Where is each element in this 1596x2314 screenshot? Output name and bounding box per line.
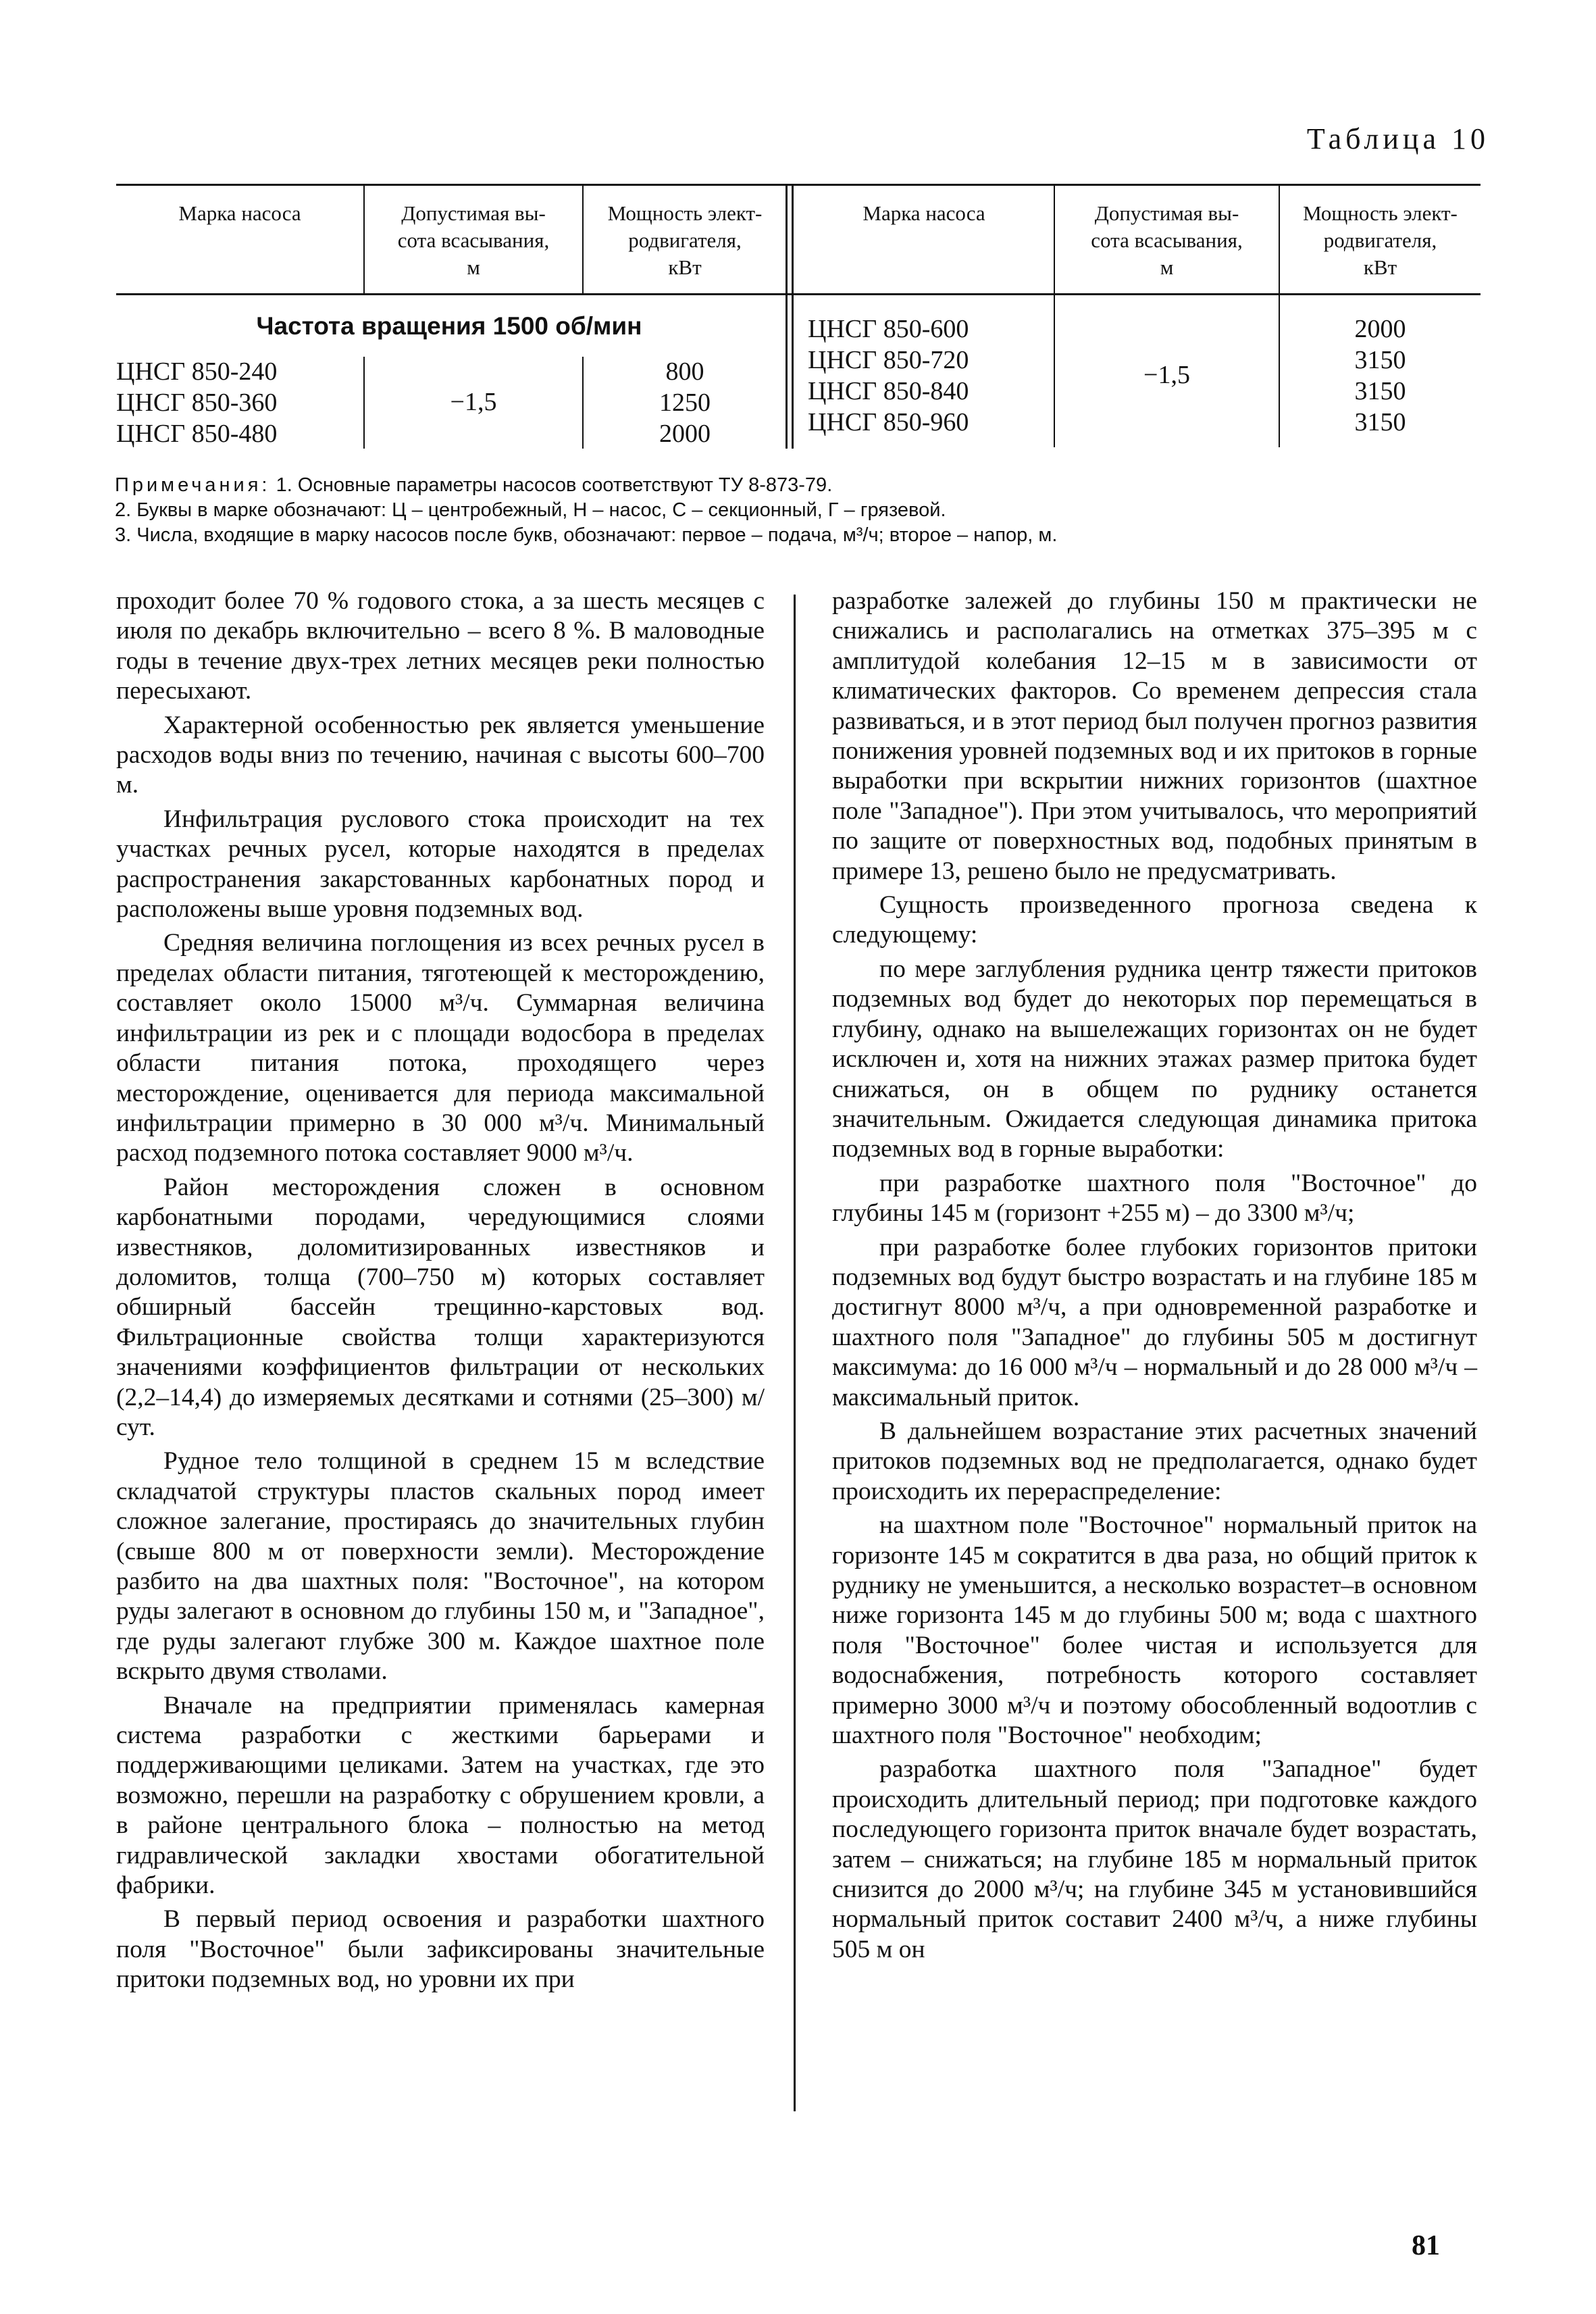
header-power-line2: родвигателя, [628,228,742,252]
rotation-speed-heading: Частота вращения 1500 об/мин [256,312,642,340]
left-power-list [584,356,786,449]
header-brand-text: Марка насоса [178,201,301,225]
left-suction-value: −1,5 [450,388,497,416]
header-suction-right [1055,200,1279,281]
paragraph: разработка шахтного поля "Западное" будет происходить длительный период; при подготовке каждого последующего горизонта приток вначале будет возрастать, затем – снижаться; на глубине 185 м нормальный приток снизится до 2000 м³/ч; на глубине 345 м установившийся нормальный приток составит 2400 м³/ч, а ниже глубины 505 м он [832,1755,1477,1963]
note-3: 3. Числа, входящие в марку насосов после букв, обозначают: первое – подача, м³/ч; второе – напор, м. [115,524,1058,546]
paragraph: В дальнейшем возрастание этих расчетных значений притоков подземных вод не предполагается, однако будет происходить их перераспределение: [832,1417,1477,1505]
note-1-text: 1. Основные параметры насосов соответствуют ТУ 8-873-79. [276,474,833,496]
table-title: Таблица 10 [1306,122,1489,155]
table-notes [115,473,1331,548]
pump-brand: ЦНСГ 850-240 [116,357,278,386]
pump-brand: ЦНСГ 850-600 [808,315,969,343]
header-brand-text: Марка насоса [863,201,985,225]
paragraph: Средняя величина поглощения из всех речных русел в пределах области питания, тяготеющей к месторождению, составляет около 15000 м³/ч. Суммарная величина инфильтрации из рек и с площади водосбора в пределах области питания потока, проходящего через месторождение, оценивается для периода максимальной инфильтрации примерно в 30 000 м³/ч. Минимальный расход подземного потока составляет 9000 м³/ч. [116,929,765,1167]
note-2: 2. Буквы в марке обозначают: Ц – центробежный, Н – насос, С – секционный, Г – грязевой. [115,499,946,521]
paragraph: Инфильтрация руслового стока происходит на тех участках речных русел, которые находятся в пределах распространения закарстованных карбонатных пород и расположены выше уровня подземных вод. [116,805,765,924]
right-power-list [1280,313,1481,438]
header-suction-line2: сота всасывания, [1091,228,1243,252]
header-power-line2: родвигателя, [1323,228,1437,252]
paragraph: Характерной особенностью рек является уменьшение расходов воды вниз по течению, начиная с высоты 600–700 м. [116,711,765,799]
left-pump-list [116,356,277,449]
paragraph: Вначале на предприятии применялась камерная система разработки с жесткими барьерами и поддерживающими целиками. Затем на участках, где это возможно, перешли на разработку с обрушением кровли, а в районе центрального блока – полностью на метод гидравлической закладки хвостами обогатительной фабрики. [116,1691,765,1900]
header-power-line1: Мощность элект- [607,201,763,225]
pump-power: 1250 [659,388,711,417]
header-suction-line3: м [467,255,480,279]
header-power-line3: кВт [1363,255,1397,279]
pump-brand: ЦНСГ 850-960 [808,408,969,436]
page-number: 81 [1412,2230,1440,2261]
header-suction-left [365,200,582,281]
paragraph: Рудное тело толщиной в среднем 15 м вследствие складчатой структуры пластов скальных пород имеет сложное залегание, простираясь до значительных глубин (свыше 800 м от поверхности земли). Месторождение разбито на два шахтных поля: "Восточное", на котором руды залегают в основном до глубины 150 м, и "Западное", где руды залегают глубже 300 м. Каждое шахтное поле вскрыто двумя стволами. [116,1447,765,1686]
header-suction-line2: сота всасывания, [397,228,550,252]
pump-power: 800 [665,357,704,386]
table-center-double-rule-b [792,184,794,449]
column-divider [794,595,796,2111]
table-header-rule [116,293,1481,295]
right-suction-value: −1,5 [1143,361,1190,389]
right-text-column [832,586,1477,1965]
paragraph: на шахтном поле "Восточное" нормальный приток на горизонте 145 м сократится в два раза, но общий приток к руднику не уменьшится, а несколько возрастет–в основном ниже горизонта 145 м до глубины 500 м; вода с шахтного поля "Восточное" более чистая и используется для водоснабжения, потребность которого составляет примерно 3000 м³/ч и поэтому обособленный водоотлив с шахтного поля "Восточное" необходим; [832,1511,1477,1750]
paragraph: по мере заглубления рудника центр тяжести притоков подземных вод будет до некоторых пор перемещаться в глубину, однако на вышележащих горизонтах он не будет исключен и, хотя на нижних этажах размер притока будет снижаться, он в общем по руднику останется значительным. Ожидается следующая динамика притока подземных вод в горные выработки: [832,955,1477,1163]
pump-power: 3150 [1354,408,1406,436]
pump-power: 2000 [659,420,711,448]
header-suction-line1: Допустимая вы- [1094,201,1239,225]
note-1 [115,473,1331,498]
right-pump-list [808,313,969,438]
pump-brand: ЦНСГ 850-360 [116,388,278,417]
pump-power: 3150 [1354,346,1406,374]
header-brand-right [794,200,1054,227]
header-suction-line1: Допустимая вы- [401,201,546,225]
paragraph: разработке залежей до глубины 150 м практически не снижались и располагались на отметках 375–395 м с амплитудой колебания 12–15 м в зависимости от климатических факторов. Со временем депрессия стала развиваться, и в этот период был получен прогноз развития понижения уровней подземных вод и их притоков в горные выработки при вскрытии нижних горизонтов (шахтное поле "Западное"). При этом учитывалось, что мероприятий по защите от поверхностных вод, подобных принятым в примере 13, решено было не предусматривать. [832,587,1477,885]
header-power-right [1280,200,1481,281]
left-text-column [116,586,765,1995]
paragraph: Сущность произведенного прогноза сведена к следующему: [832,891,1477,949]
paragraph: В первый период освоения и разработки шахтного поля "Восточное" были зафиксированы значительные притоки подземных вод, но уровни их при [116,1905,765,1994]
pump-brand: ЦНСГ 850-720 [808,346,969,374]
header-brand-left [116,200,363,227]
header-suction-line3: м [1160,255,1174,279]
paragraph: при разработке более глубоких горизонтов притоки подземных вод будут быстро возрастать и на глубине 185 м достигнут 8000 м³/ч, а при одновременной разработке и шахтного поля "Западное" до глубины 505 м достигнут максимума: до 16 000 м³/ч – нормальный и до 28 000 м³/ч – максимальный приток. [832,1233,1477,1411]
paragraph: Район месторождения сложен в основном карбонатными породами, чередующимися слоями известняков, доломитизированных известняков и доломитов, толща (700–750 м) которых составляет обширный бассейн трещинно-карстовых вод. Фильтрационные свойства толщи характеризуются значениями коэффициентов фильтрации от нескольких (2,2–14,4) до измеряемых десятками и сотнями (25–300) м/сут. [116,1173,765,1441]
pump-power: 3150 [1354,377,1406,405]
paragraph: проходит более 70 % годового стока, а за шесть месяцев с июля по декабрь включительно – всего 8 %. В маловодные годы в течение двух-трех летних месяцев реки полностью пересыхают. [116,587,765,705]
header-power-left [584,200,786,281]
table-top-rule [116,184,1481,186]
paragraph: при разработке шахтного поля "Восточное" до глубины 145 м (горизонт +255 м) – до 3300 м³/ч; [832,1169,1477,1228]
header-power-line3: кВт [668,255,702,279]
pump-brand: ЦНСГ 850-840 [808,377,969,405]
notes-label: Примечания: [115,474,271,496]
header-power-line1: Мощность элект- [1303,201,1458,225]
pump-power: 2000 [1354,315,1406,343]
pump-brand: ЦНСГ 850-480 [116,420,278,448]
